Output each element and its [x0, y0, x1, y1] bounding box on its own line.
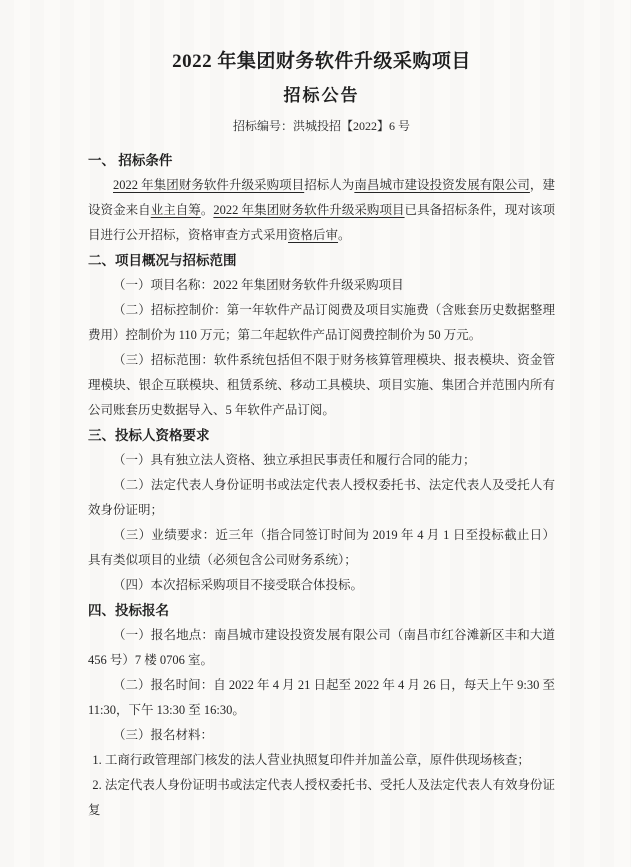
paragraph	[88, 348, 555, 423]
text-run: 2. 法定代表人身份证明书或法定代表人授权委托书、受托人及法定代表人有效身份证复	[88, 778, 555, 817]
text-run: 。	[338, 228, 351, 242]
paragraph	[88, 448, 555, 473]
paragraph	[88, 673, 555, 723]
text-run: （二）报名时间：自 2022 年 4 月 21 日起至 2022 年 4 月 26 日，每天上午 9:30 至 11:30，下午 13:30 至 16:30。	[88, 678, 555, 717]
underlined-text: 业主自筹	[150, 203, 201, 217]
tender-number: 招标编号：洪城投招【2022】6 号	[232, 119, 410, 133]
section-heading: 四、投标报名	[88, 603, 169, 618]
text-run: （一）报名地点：南昌城市建设投资发展有限公司（南昌市红谷滩新区丰和大道 456 号）7 楼 0706 室。	[88, 628, 555, 667]
text-run: （三）招标范围：软件系统包括但不限于财务核算管理模块、报表模块、资金管理模块、银企互联模块、租赁系统、移动工具模块、项目实施、集团合并范围内所有公司账套历史数据导入、5 年软件产品订阅。	[88, 353, 555, 417]
section-heading: 三、投标人资格要求	[88, 428, 210, 443]
text-run: ，建设资金来自	[88, 178, 555, 217]
text-run: （三）业绩要求：近三年（指合同签订时间为 2019 年 4 月 1 日至投标截止日）具有类似项目的业绩（必须包含公司财务系统）；	[88, 528, 555, 567]
underlined-text: 南昌城市建设投资发展有限公司	[354, 178, 530, 192]
paragraph	[88, 773, 555, 823]
underlined-text: 资格后审	[288, 228, 339, 242]
text-run: （三）报名材料：	[113, 728, 214, 742]
text-run: 1. 工商行政管理部门核发的法人营业执照复印件并加盖公章，原件供现场核查；	[92, 753, 530, 767]
text-run: （二）法定代表人身份证明书或法定代表人授权委托书、法定代表人及受托人有效身份证明；	[88, 478, 555, 517]
text-run: （二）招标控制价：第一年软件产品订阅费及项目实施费（含账套历史数据整理费用）控制价为 110 万元；第二年起软件产品订阅费控制价为 50 万元。	[88, 303, 555, 342]
paragraph	[88, 623, 555, 673]
paragraph	[88, 298, 555, 348]
section-heading: 一、 招标条件	[88, 153, 173, 168]
text-run: （四）本次招标采购项目不接受联合体投标。	[113, 578, 364, 592]
paragraph	[88, 573, 555, 598]
underlined-text: 2022 年集团财务软件升级采购项目	[213, 203, 405, 217]
document-title-line1: 2022 年集团财务软件升级采购项目	[172, 51, 471, 72]
paragraph	[88, 173, 555, 248]
paragraph	[88, 723, 555, 748]
text-run: 。	[200, 203, 214, 217]
text-run: （一）具有独立法人资格、独立承担民事责任和履行合同的能力；	[113, 453, 476, 467]
paragraph	[88, 748, 555, 773]
paragraph	[88, 523, 555, 573]
paragraph	[88, 273, 555, 298]
section-heading: 二、项目概况与招标范围	[88, 253, 237, 268]
underlined-text: 2022 年集团财务软件升级采购项目	[113, 178, 305, 192]
paragraph	[88, 473, 555, 523]
text-run: 已具备招标条件，现对该项目进行公开招标，资格审查方式采用	[88, 203, 555, 242]
text-run: （一）项目名称：2022 年集团财务软件升级采购项目	[113, 278, 404, 292]
document-body	[88, 148, 555, 823]
text-run: 招标人为	[304, 178, 355, 192]
document-title-line2: 招标公告	[283, 86, 360, 105]
